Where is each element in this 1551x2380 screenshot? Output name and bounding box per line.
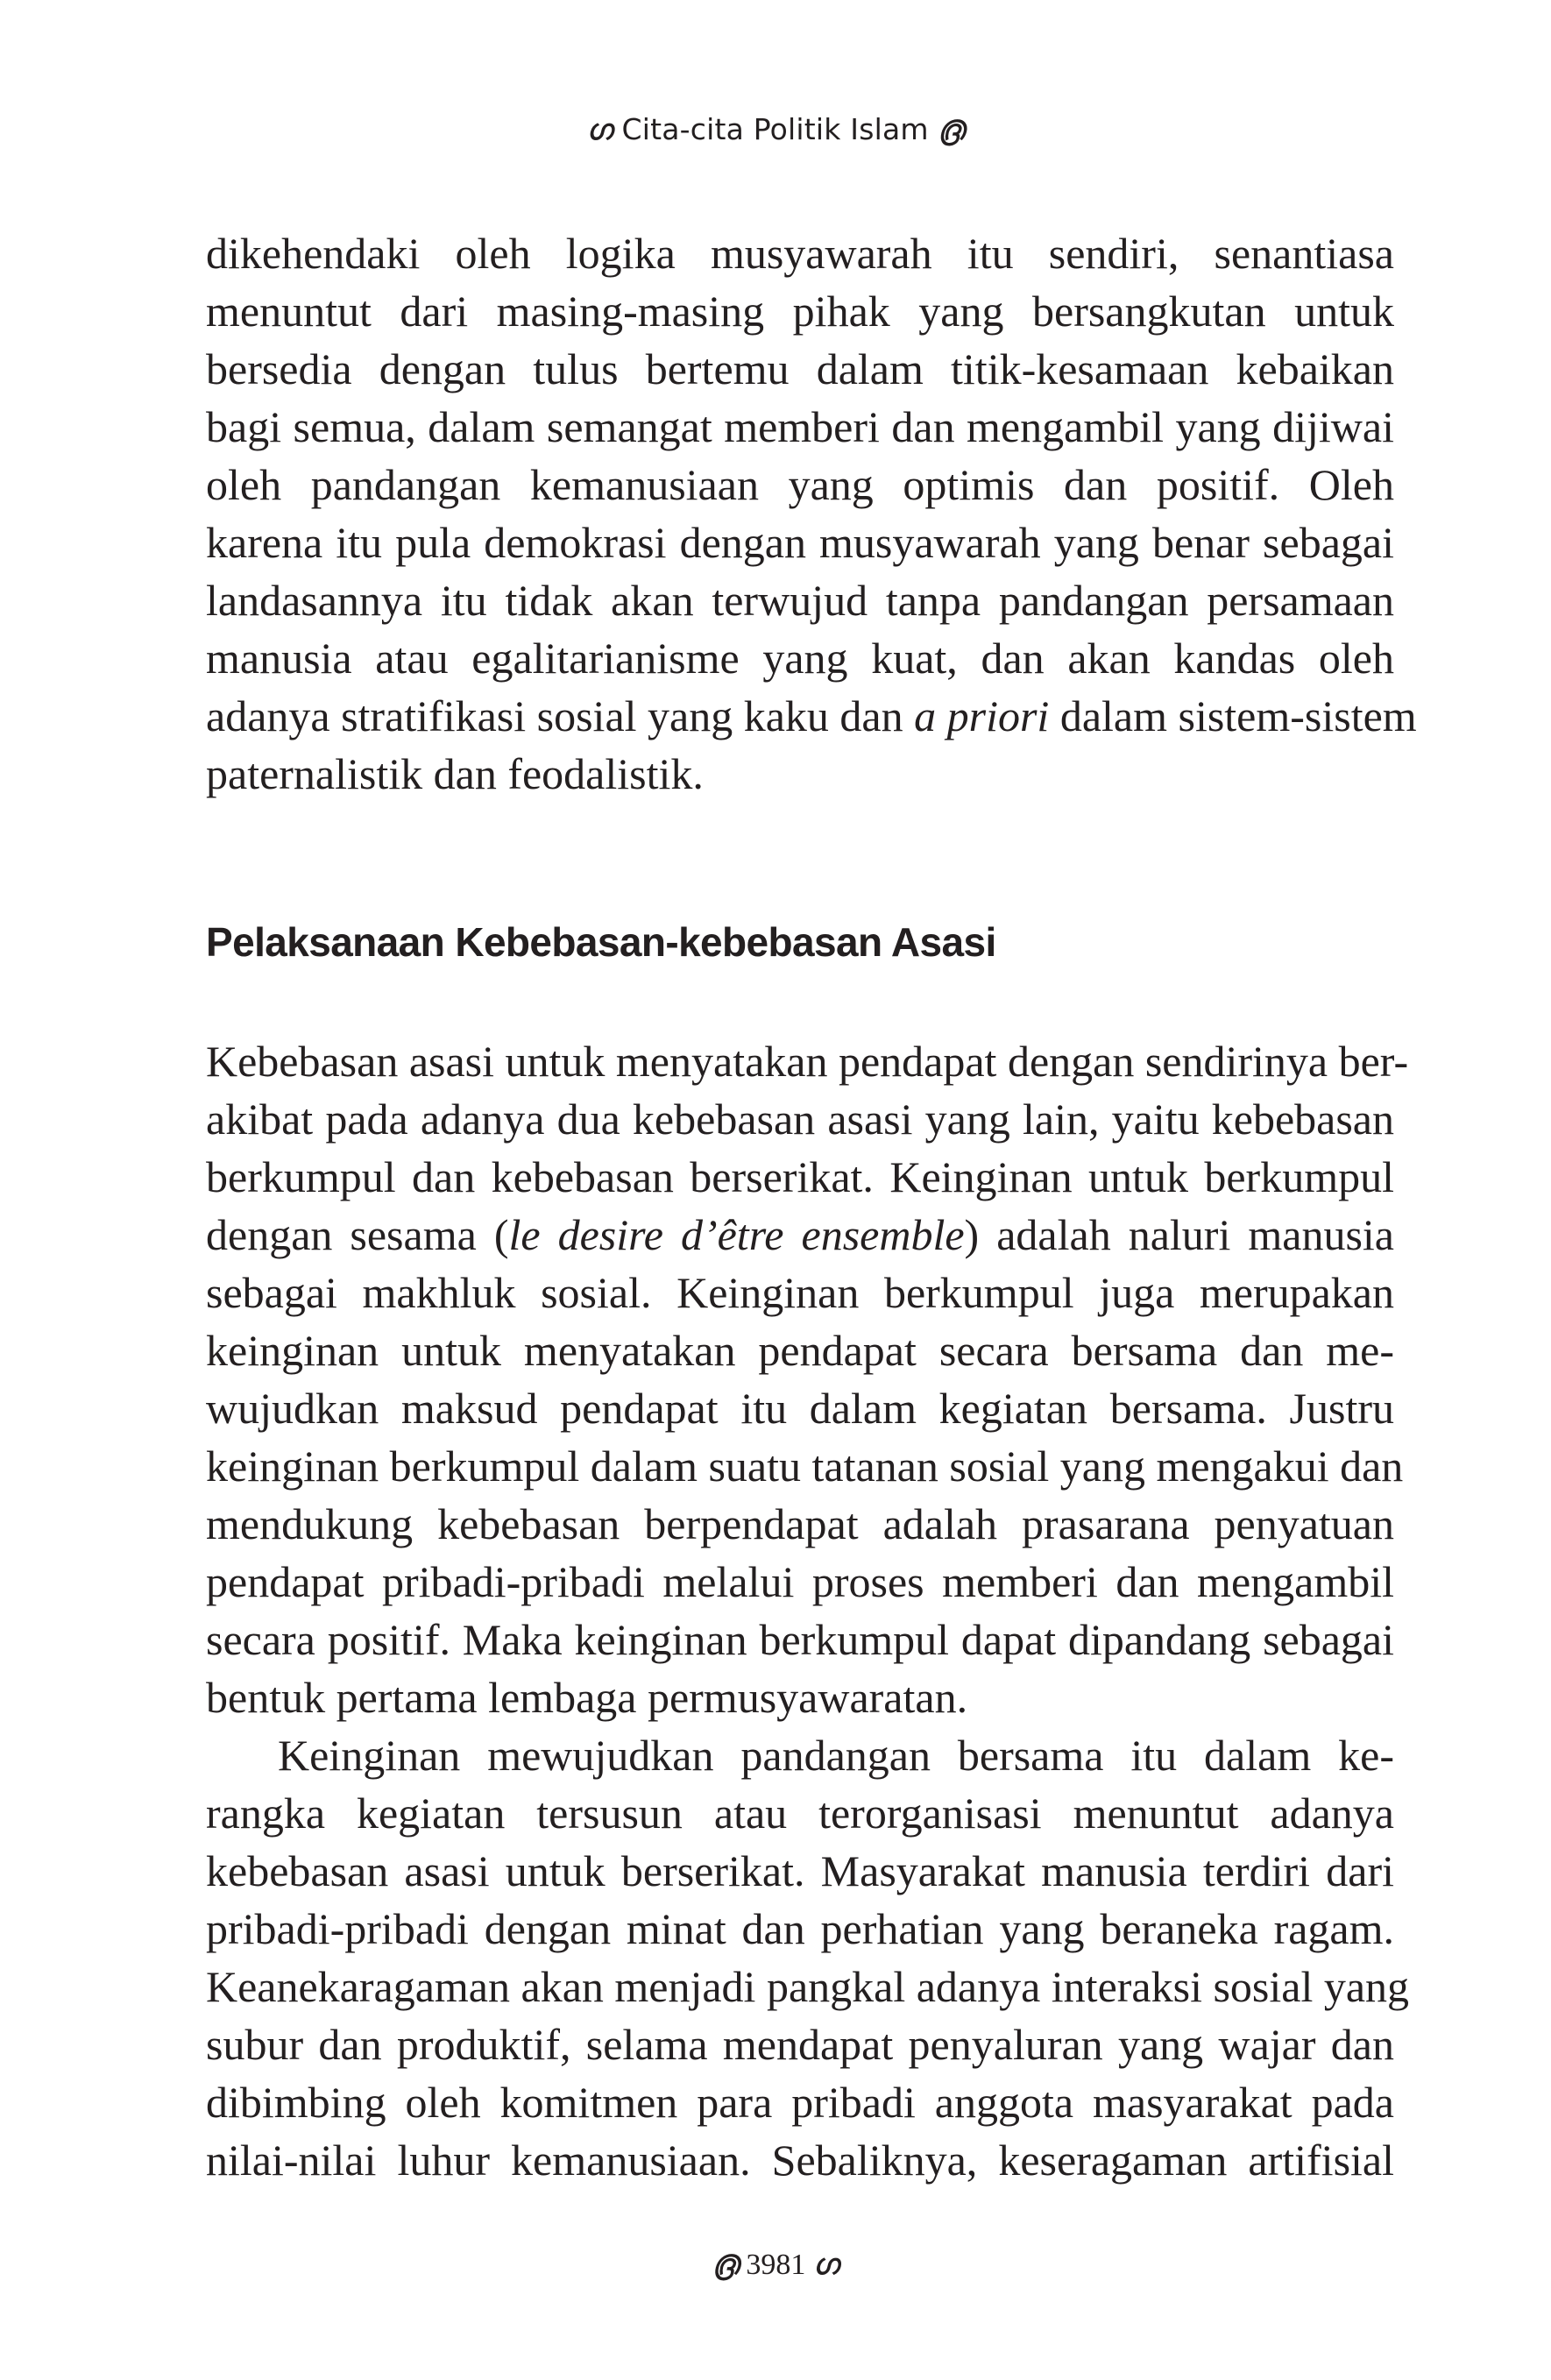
text-line: menuntut dari masing-masing pihak yang bersangkutan untuk xyxy=(206,287,1394,336)
text-line: dibimbing oleh komitmen para pribadi anggota masyarakat pada xyxy=(206,2078,1394,2127)
text-line: keinginan untuk menyatakan pendapat secara bersama dan me- xyxy=(206,1326,1394,1375)
italic-term: le desire d’être ensemble xyxy=(508,1210,965,1259)
text-line: berkumpul dan kebebasan berserikat. Keinginan untuk berkumpul xyxy=(206,1152,1394,1201)
left-ornament-icon: ഗ xyxy=(586,113,613,146)
text-line: bagi semua, dalam semangat memberi dan mengambil yang dijiwai xyxy=(206,402,1394,451)
paragraph-1-text xyxy=(206,224,1417,803)
text-line: secara positif. Maka keinginan berkumpul dapat dipandang sebagai xyxy=(206,1615,1394,1664)
right-ornament-icon: ഗ xyxy=(812,2248,839,2281)
running-head-title: Cita-cita Politik Islam xyxy=(621,112,929,146)
text-line: Kebebasan asasi untuk menyatakan pendapat dengan sendirinya ber- xyxy=(206,1037,1409,1086)
text-segment: dalam sistem-sistem xyxy=(1049,691,1417,740)
paragraph-2-text xyxy=(206,1032,1409,1726)
text-line xyxy=(206,687,1417,745)
section-heading: Pelaksanaan Kebebasan-kebebasan Asasi xyxy=(206,919,996,965)
text-line: kebebasan asasi untuk berserikat. Masyarakat manusia terdiri dari xyxy=(206,1846,1394,1895)
text-line: paternalistik dan feodalistik. xyxy=(206,749,704,798)
text-line: dikehendaki oleh logika musyawarah itu sendiri, senantiasa xyxy=(206,229,1394,278)
text-line: mendukung kebebasan berpendapat adalah prasarana penyatuan xyxy=(206,1499,1394,1548)
text-line: landasannya itu tidak akan terwujud tanpa pandangan persamaan xyxy=(206,576,1394,625)
text-line: pribadi-pribadi dengan minat dan perhatian yang beraneka ragam. xyxy=(206,1904,1394,1953)
text-line: bentuk pertama lembaga permusyawaratan. xyxy=(206,1673,968,1722)
text-line: pendapat pribadi-pribadi melalui proses memberi dan mengambil xyxy=(206,1557,1394,1606)
text-line: manusia atau egalitarianisme yang kuat, dan akan kandas oleh xyxy=(206,634,1394,683)
text-line: oleh pandangan kemanusiaan yang optimis dan positif. Oleh xyxy=(206,460,1394,509)
paragraph-3-text xyxy=(206,1726,1410,2189)
text-line: subur dan produktif, selama mendapat penyaluran yang wajar dan xyxy=(206,2020,1394,2069)
text-line: rangka kegiatan tersusun atau terorganisasi menuntut adanya xyxy=(206,1789,1394,1838)
text-line: karena itu pula demokrasi dengan musyawarah yang benar sebagai xyxy=(206,518,1394,567)
running-head xyxy=(0,112,1551,147)
text-line xyxy=(206,1206,1394,1264)
text-segment: dengan sesama ( xyxy=(206,1210,509,1259)
text-line: bersedia dengan tulus bertemu dalam titik-kesamaan kebaikan xyxy=(206,344,1394,393)
page-footer xyxy=(0,2248,1551,2282)
text-segment: ) adalah naluri manusia xyxy=(964,1210,1394,1259)
text-line: sebagai makhluk sosial. Keinginan berkumpul juga merupakan xyxy=(206,1268,1394,1317)
text-segment: adanya stratifikasi sosial yang kaku dan xyxy=(206,691,915,740)
text-line: keinginan berkumpul dalam suatu tatanan sosial yang mengakui dan xyxy=(206,1441,1404,1491)
paragraph-2 xyxy=(206,1032,1409,1726)
text-line: wujudkan maksud pendapat itu dalam kegiatan bersama. Justru xyxy=(206,1384,1394,1433)
paragraph-3 xyxy=(206,1726,1410,2189)
right-ornament-icon: ൫ xyxy=(938,113,965,146)
text-line: nilai-nilai luhur kemanusiaan. Sebaliknya, keseragaman artifisial xyxy=(206,2136,1394,2185)
paragraph-1 xyxy=(206,224,1417,803)
page-number: 3981 xyxy=(746,2249,806,2281)
left-ornament-icon: ൫ xyxy=(712,2248,739,2281)
italic-term: a priori xyxy=(914,691,1050,740)
text-line: akibat pada adanya dua kebebasan asasi yang lain, yaitu kebebasan xyxy=(206,1094,1394,1144)
text-line: Keanekaragaman akan menjadi pangkal adanya interaksi sosial yang xyxy=(206,1962,1410,2011)
text-line: Keinginan mewujudkan pandangan bersama itu dalam ke- xyxy=(278,1731,1394,1780)
